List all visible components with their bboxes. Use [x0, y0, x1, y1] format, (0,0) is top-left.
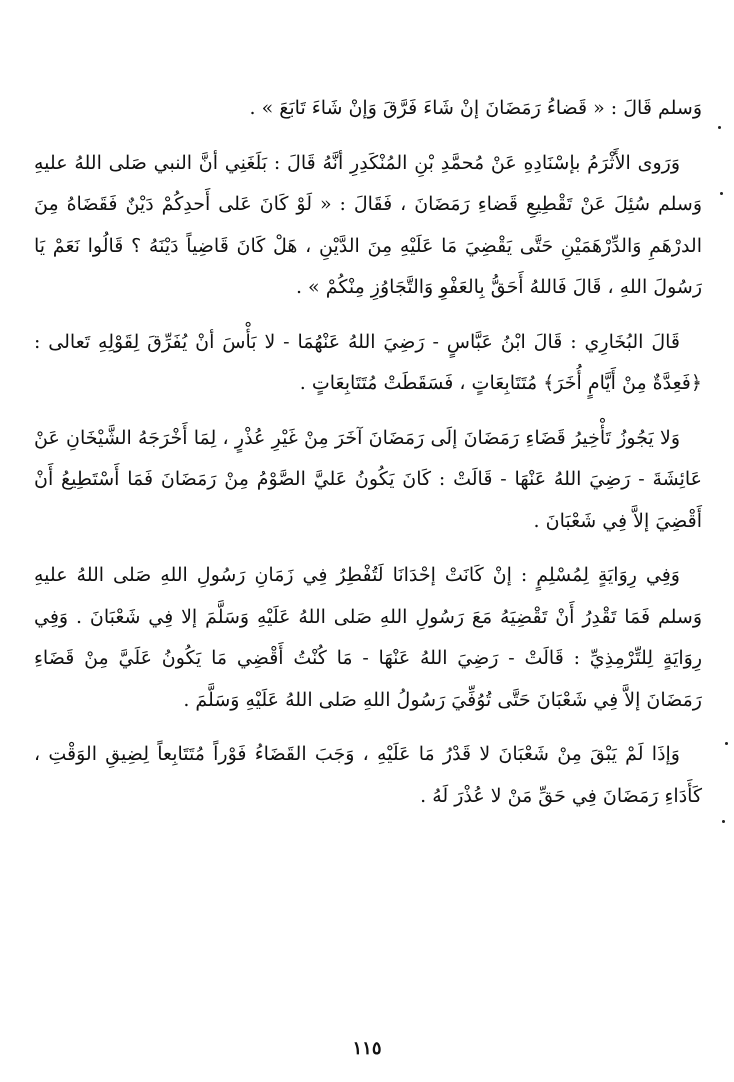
paragraph: وَرَوى الأَثْرَمُ بإسْنَادِهِ عَنْ مُحمَّدِ بْنِ المُنْكَدِرِ أنَّهُ قَالَ : بَلَغَنِي أنَّ النبي صَلى اللهُ عليهِ وَسلم سُئِلَ عَنْ تَقْطِيعِ قَضاءِ رَمَضَانَ ، فَقَالَ : « لَوْ كَانَ عَلى أَحدِكُمْ دَيْنٌ فَقَضَاهُ مِنَ الدرْهَمِ وَالدِّرْهَمَيْنِ حَتَّى يَقْضِيَ مَا عَلَيْهِ مِنَ الدَّيْنِ ، هَلْ كَانَ قَاضِياً دَيْنَهُ ؟ قَالُوا نَعَمْ يَا رَسُولَ اللهِ ، قَالَ فَاللهُ أَحَقُّ بِالعَفْوِ وَالتَّجَاوُزِ مِنْكُمْ » .	[34, 151, 702, 298]
body-text	[34, 88, 702, 817]
scan-speck	[720, 192, 723, 195]
paragraph: وَلا يَجُوزُ تَأْخِيرُ قَضَاءِ رَمَضَانَ إلَى رَمَضَانَ آخَرَ مِنْ غَيْرِ عُذْرٍ ، لِمَا أَخْرَجَهُ الشَّيْخَانِ عَنْ عَائِشَةَ - رَضِيَ اللهُ عَنْهَا - قَالَتْ : كَانَ يَكُونُ عَليَّ الصَّوْمُ مِنْ رَمَضَانَ فَمَا أَسْتَطِيعُ أَنْ أَقْضِيَ إلاَّ فِي شَعْبَانَ .	[34, 426, 702, 532]
scan-speck	[725, 742, 728, 745]
scan-speck	[722, 820, 725, 823]
paragraph: وَإذَا لَمْ يَبْقَ مِنْ شَعْبَانَ لا قَدْرُ مَا عَلَيْهِ ، وَجَبَ القَضَاءُ فَوْراً مُتَتَابِعاً لِضِيقِ الوَقْتِ ، كَأَدَاءِ رَمَضَانَ فِي حَقِّ مَنْ لا عُذْرَ لَهُ .	[34, 743, 702, 807]
paragraph: وَفِي رِوَايَةٍ لِمُسْلِمٍ : إنْ كَانَتْ إحْدَانَا لَتُفْطِرُ فِي زَمَانِ رَسُولِ اللهِ صَلى اللهُ عليهِ وَسلم فَمَا تَقْدِرُ أَنْ تَقْضِيَهُ مَعَ رَسُولِ اللهِ صَلى اللهُ عَلَيْهِ وَسَلَّمَ إلا فِي شَعْبَانَ . وَفِي رِوَايَةٍ لِلتِّرْمِذِيِّ : قَالَتْ - رَضِيَ اللهُ عَنْهَا - مَا كُنْتُ أَقْضِي مَا يَكُونُ عَلَيَّ مِنْ قَضَاءِ رَمَضَانَ إلاَّ فِي شَعْبَانَ حَتَّى تُوُفِّيَ رَسُولُ اللهِ صَلى اللهُ عَلَيْهِ وَسَلَّمَ .	[34, 564, 702, 711]
paragraph: قَالَ البُخَارِي : قَالَ ابْنُ عَبَّاسٍ - رَضِيَ اللهُ عَنْهُمَا - لا بَأْسَ أنْ يُفَرِّقَ لِقَوْلِهِ تَعالى : ﴿فَعِدَّةٌ مِنْ أَيَّامٍ أُخَرَ﴾ مُتَتَابِعَاتٍ ، فَسَقَطَتْ مُتَتَابِعَاتٍ .	[34, 330, 702, 394]
page-number: ١١٥	[352, 1038, 382, 1059]
scan-speck	[718, 126, 721, 129]
paragraph: وَسلم قَالَ : « قَضاءُ رَمَضَانَ إنْ شَاءَ فَرَّقَ وَإنْ شَاءَ تَابَعَ » .	[249, 97, 702, 119]
